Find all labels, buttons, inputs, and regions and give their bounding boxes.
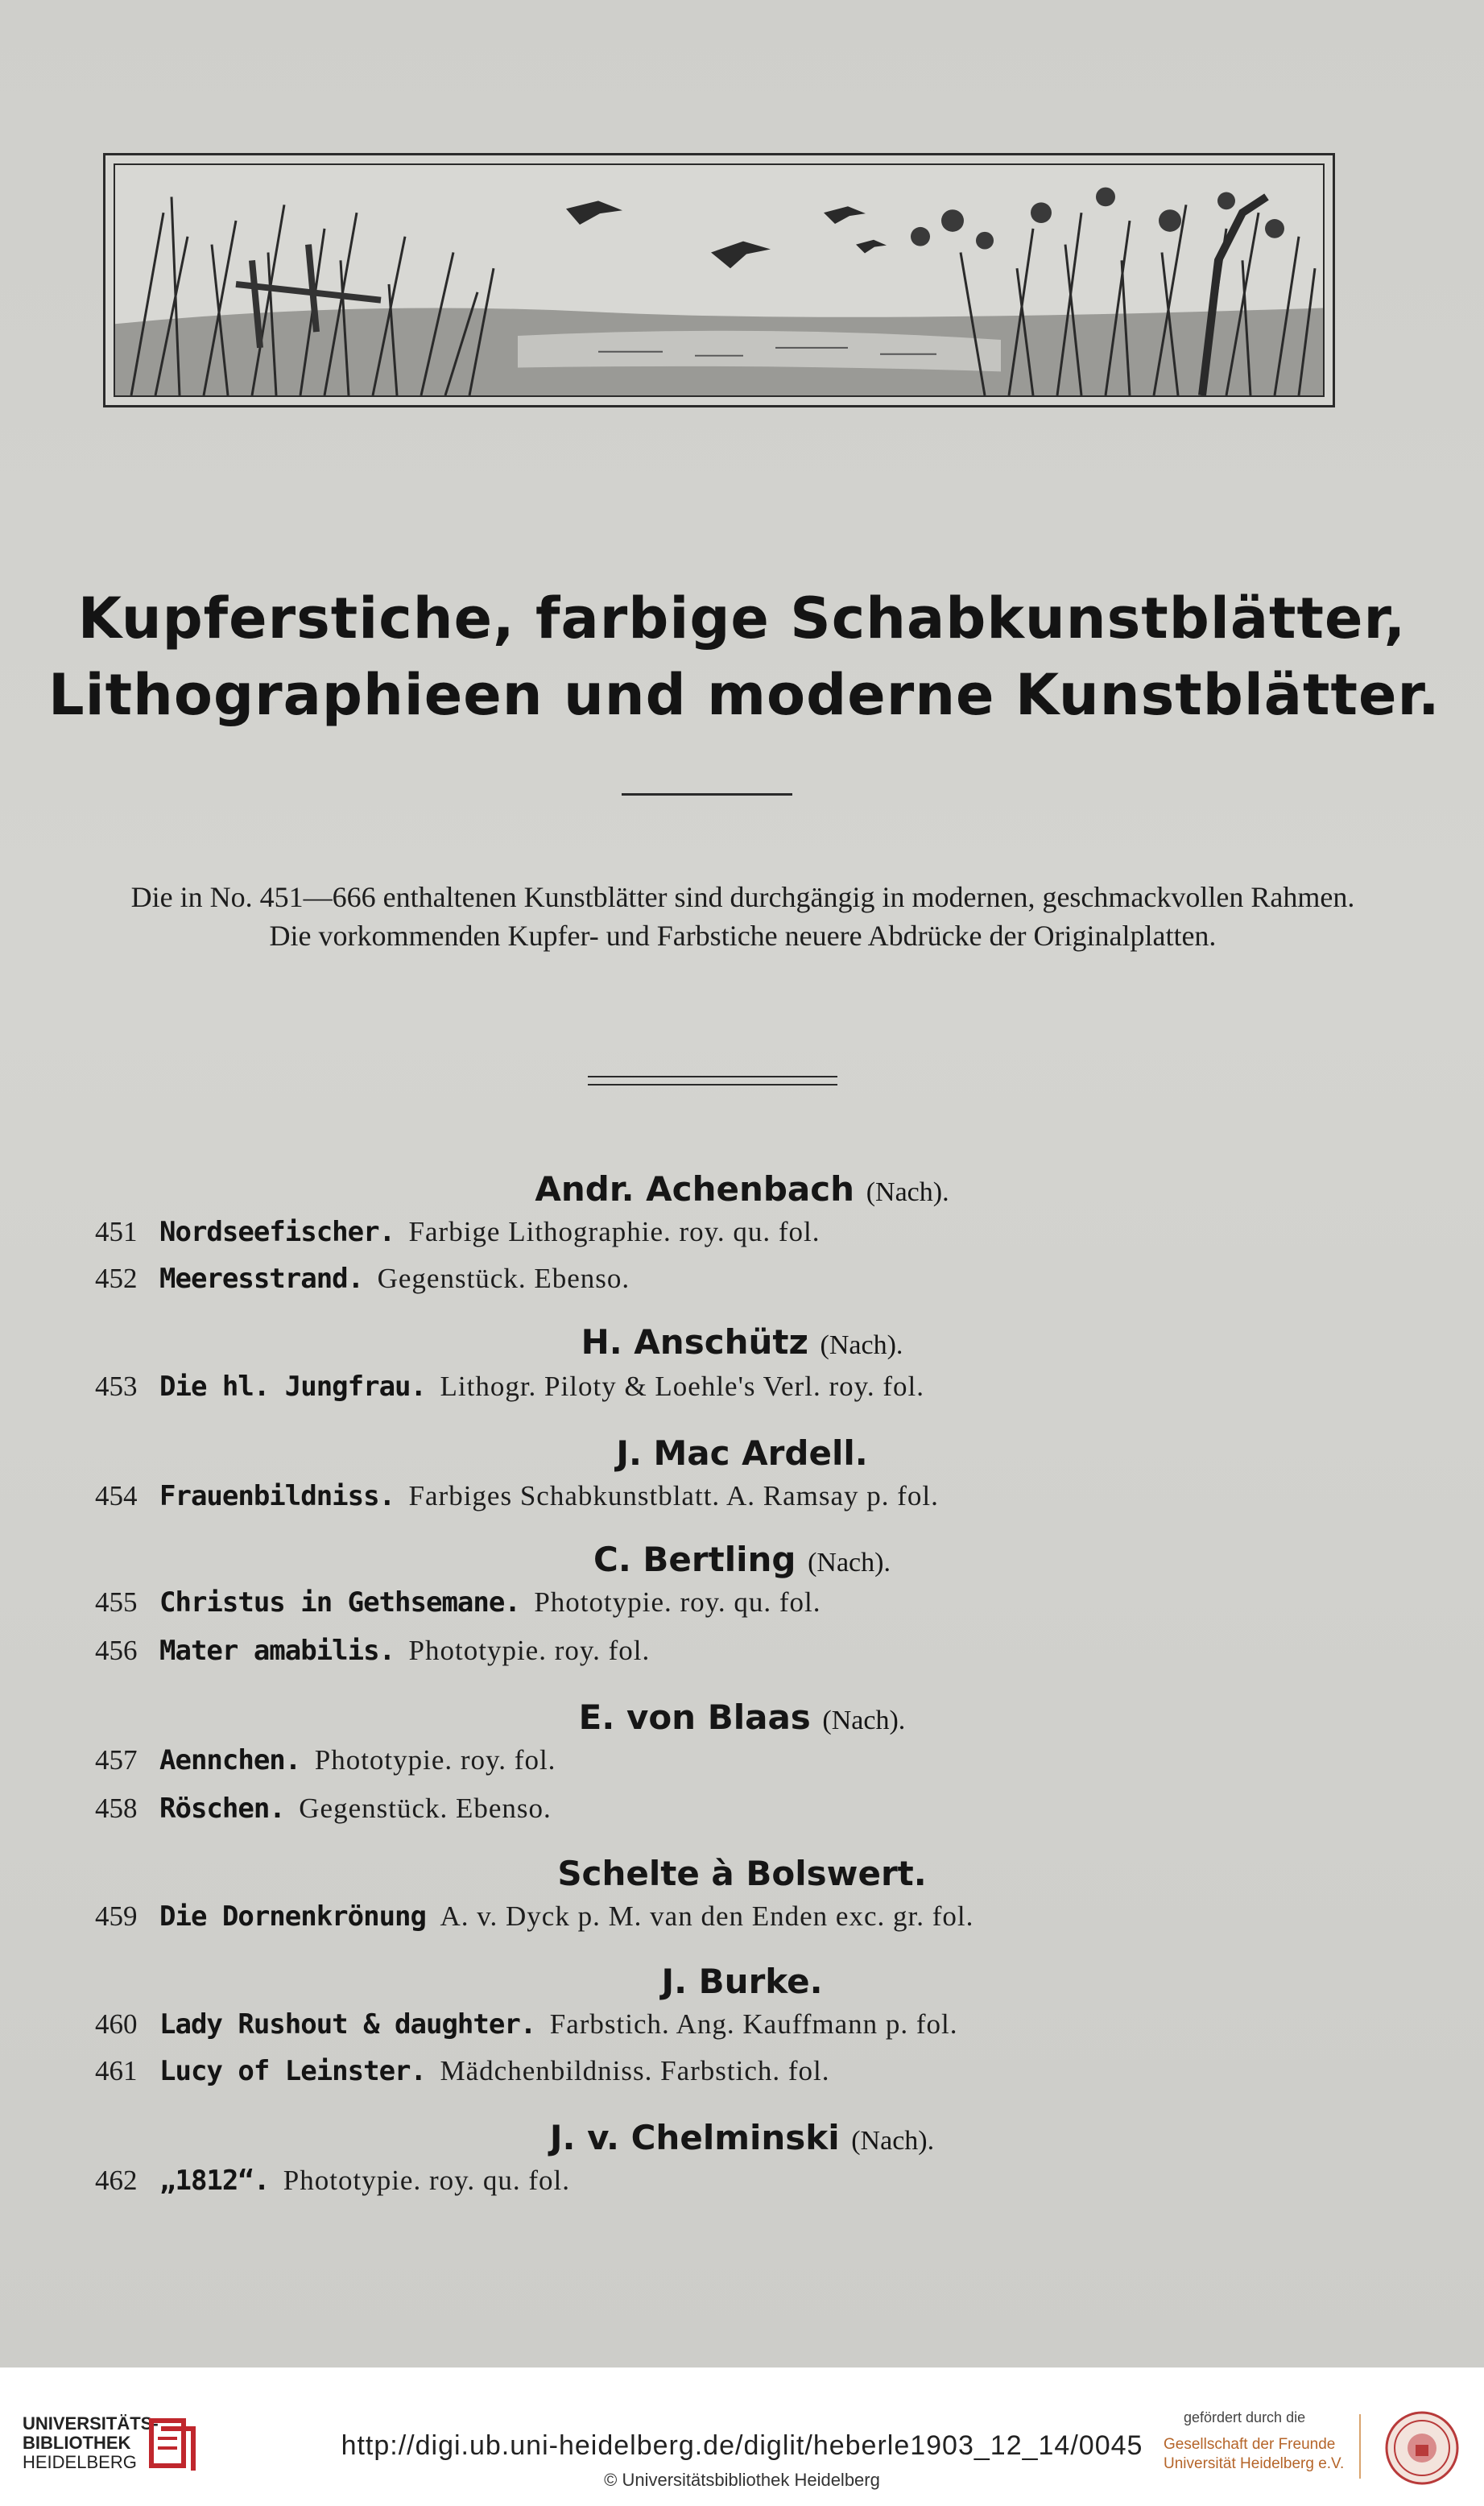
catalogue-entry: 457 Aennchen. Phototypie. roy. fol.	[95, 1744, 556, 1776]
artist-heading: Schelte à Bolswert.	[557, 1854, 927, 1893]
catalogue-entry: 458 Röschen. Gegenstück. Ebenso.	[95, 1793, 552, 1825]
catalogue-entry: 455 Christus in Gethsemane. Phototypie. roy. qu. fol.	[95, 1586, 821, 1619]
double-rule-top	[588, 1076, 837, 1077]
catalogue-entry: 456 Mater amabilis. Phototypie. roy. fol.	[95, 1635, 651, 1667]
catalogue-entry: 461 Lucy of Leinster. Mädchenbildniss. Farbstich. fol.	[95, 2055, 830, 2087]
artist-heading: J. Mac Ardell.	[616, 1433, 868, 1473]
artist-heading: C. Bertling (Nach).	[593, 1540, 891, 1579]
library-name: UNIVERSITÄTS- BIBLIOTHEK HEIDELBERG	[23, 2413, 159, 2472]
artist-heading: J. v. Chelminski (Nach).	[549, 2118, 935, 2157]
university-seal-icon	[1383, 2409, 1461, 2487]
catalogue-entry: 459 Die Dornenkrönung A. v. Dyck p. M. van den Enden exc. gr. fol.	[95, 1900, 974, 1933]
page-title-line-2: Lithographieen und moderne Kunstblätter.	[48, 662, 1441, 728]
catalogue-entry: 462 „1812“. Phototypie. roy. qu. fol.	[95, 2165, 570, 2197]
catalogue-entry: 453 Die hl. Jungfrau. Lithogr. Piloty & Loehle's Verl. roy. fol.	[95, 1371, 924, 1403]
copyright-text: © Universitätsbibliothek Heidelberg	[604, 2470, 880, 2490]
decorative-vignette	[103, 153, 1335, 407]
sponsor-label: gefördert durch die	[1184, 2409, 1306, 2425]
title-divider	[622, 793, 792, 796]
artist-heading: J. Burke.	[661, 1962, 823, 2001]
digitization-footer	[0, 2367, 1484, 2506]
catalogue-entry: 451 Nordseefischer. Farbige Lithographie. roy. qu. fol.	[95, 1216, 821, 1248]
double-rule-bottom	[588, 1084, 837, 1086]
catalogue-entry: 460 Lady Rushout & daughter. Farbstich. Ang. Kauffmann p. fol.	[95, 2008, 958, 2041]
catalogue-entry: 454 Frauenbildniss. Farbiges Schabkunstblatt. A. Ramsay p. fol.	[95, 1480, 939, 1512]
artist-heading: Andr. Achenbach (Nach).	[535, 1169, 949, 1209]
landscape-engraving-image	[115, 165, 1323, 395]
permalink-url[interactable]: http://digi.ub.uni-heidelberg.de/diglit/heberle1903_12_14/0045	[341, 2430, 1143, 2461]
page-title-line-1: Kupferstiche, farbige Schabkunstblätter,	[77, 585, 1407, 651]
footer-divider	[1359, 2414, 1361, 2479]
artist-heading: H. Anschütz (Nach).	[581, 1322, 903, 1362]
catalogue-entry: 452 Meeresstrand. Gegenstück. Ebenso.	[95, 1263, 630, 1295]
sponsor-name: Gesellschaft der Freunde Universität Heidelberg e.V.	[1164, 2436, 1345, 2472]
artist-heading: E. von Blaas (Nach).	[578, 1698, 906, 1737]
intro-paragraph: Die in No. 451—666 enthaltenen Kunstblätter sind durchgängig in modernen, geschmackvollen Rahmen. Die vorkommenden Kupfer- und Farbstiche neuere Abdrücke der Originalplatten.	[130, 881, 1355, 952]
